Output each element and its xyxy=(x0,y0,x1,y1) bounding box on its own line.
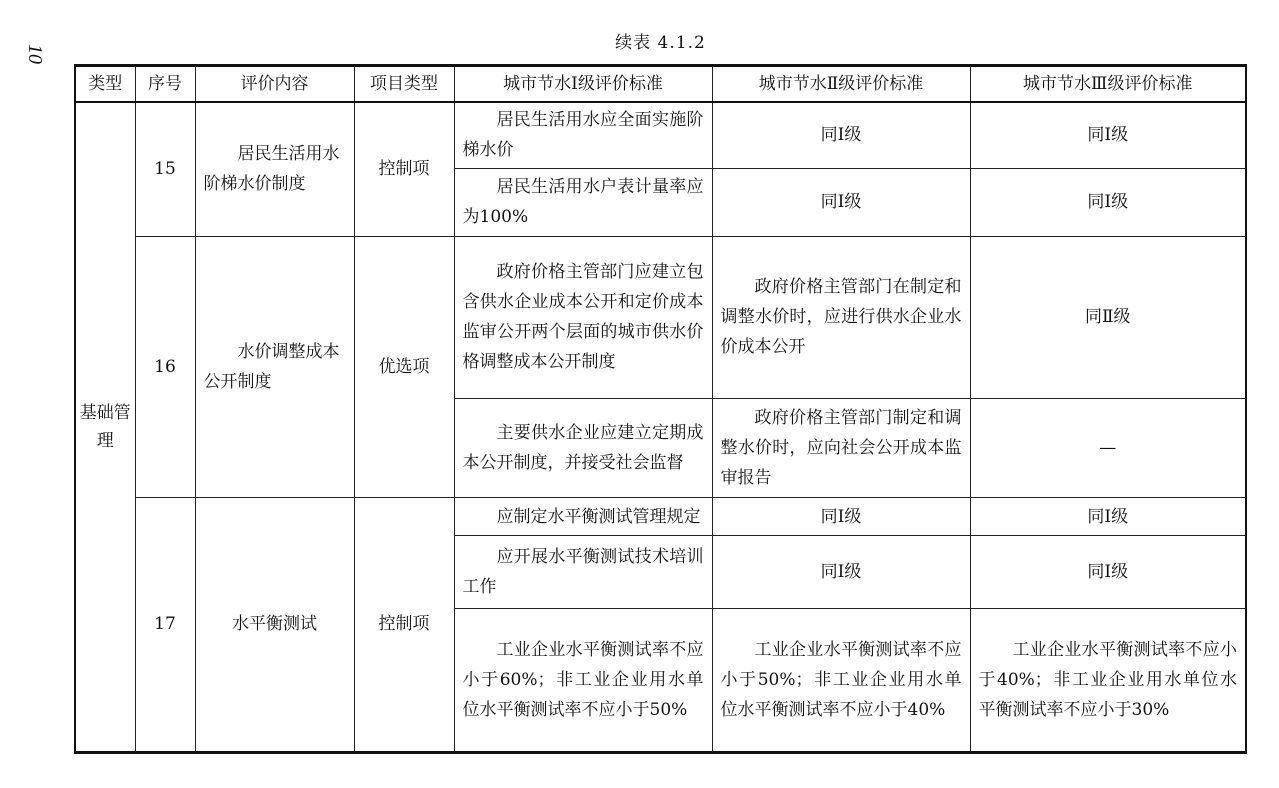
std-17a-level1: 应制定水平衡测试管理规定 xyxy=(454,497,712,535)
std-15a-level1: 居民生活用水应全面实施阶梯水价 xyxy=(454,102,712,168)
seq-17: 17 xyxy=(135,497,195,752)
seq-15: 15 xyxy=(135,102,195,236)
item-type-15: 控制项 xyxy=(354,102,454,236)
std-15a-level2: 同Ⅰ级 xyxy=(712,102,970,168)
header-content: 评价内容 xyxy=(195,66,354,103)
std-17c-level1: 工业企业水平衡测试率不应小于60%；非工业企业用水单位水平衡测试率不应小于50% xyxy=(454,609,712,753)
header-level2: 城市节水Ⅱ级评价标准 xyxy=(712,66,970,103)
content-15: 居民生活用水阶梯水价制度 xyxy=(195,102,354,236)
std-17b-level2: 同Ⅰ级 xyxy=(712,536,970,609)
content-16: 水价调整成本公开制度 xyxy=(195,236,354,497)
table-caption: 续表 4.1.2 xyxy=(615,33,706,53)
header-level1: 城市节水Ⅰ级评价标准 xyxy=(454,66,712,103)
std-17a-level3: 同Ⅰ级 xyxy=(970,497,1246,535)
std-17a-level2: 同Ⅰ级 xyxy=(712,497,970,535)
item-type-16: 优选项 xyxy=(354,236,454,497)
evaluation-table xyxy=(74,64,1247,754)
item-type-17: 控制项 xyxy=(354,497,454,752)
std-16b-level3: — xyxy=(970,398,1246,497)
header-row xyxy=(75,66,1246,103)
table-row xyxy=(75,497,1246,535)
std-16b-level1: 主要供水企业应建立定期成本公开制度，并接受社会监督 xyxy=(454,398,712,497)
std-15b-level3: 同Ⅰ级 xyxy=(970,168,1246,236)
std-15b-level1: 居民生活用水户表计量率应为100% xyxy=(454,168,712,236)
seq-16: 16 xyxy=(135,236,195,497)
table-row xyxy=(75,102,1246,168)
std-16a-level1: 政府价格主管部门应建立包含供水企业成本公开和定价成本监审公开两个层面的城市供水价格调整成本公开制度 xyxy=(454,236,712,398)
std-17b-level1: 应开展水平衡测试技术培训工作 xyxy=(454,536,712,609)
std-17c-level2: 工业企业水平衡测试率不应小于50%；非工业企业用水单位水平衡测试率不应小于40% xyxy=(712,609,970,753)
std-16b-level2: 政府价格主管部门制定和调整水价时，应向社会公开成本监审报告 xyxy=(712,398,970,497)
page-number: 10 xyxy=(24,44,46,64)
table-row xyxy=(75,236,1246,398)
content-17: 水平衡测试 xyxy=(195,497,354,752)
std-15b-level2: 同Ⅰ级 xyxy=(712,168,970,236)
std-16a-level2: 政府价格主管部门在制定和调整水价时，应进行供水企业水价成本公开 xyxy=(712,236,970,398)
std-17b-level3: 同Ⅰ级 xyxy=(970,536,1246,609)
header-type: 类型 xyxy=(75,66,135,103)
std-16a-level3: 同Ⅱ级 xyxy=(970,236,1246,398)
header-level3: 城市节水Ⅲ级评价标准 xyxy=(970,66,1246,103)
header-item-type: 项目类型 xyxy=(354,66,454,103)
category-cell: 基础管理 xyxy=(75,102,135,753)
std-17c-level3: 工业企业水平衡测试率不应小于40%；非工业企业用水单位水平衡测试率不应小于30% xyxy=(970,609,1246,753)
std-15a-level3: 同Ⅰ级 xyxy=(970,102,1246,168)
header-seq: 序号 xyxy=(135,66,195,103)
